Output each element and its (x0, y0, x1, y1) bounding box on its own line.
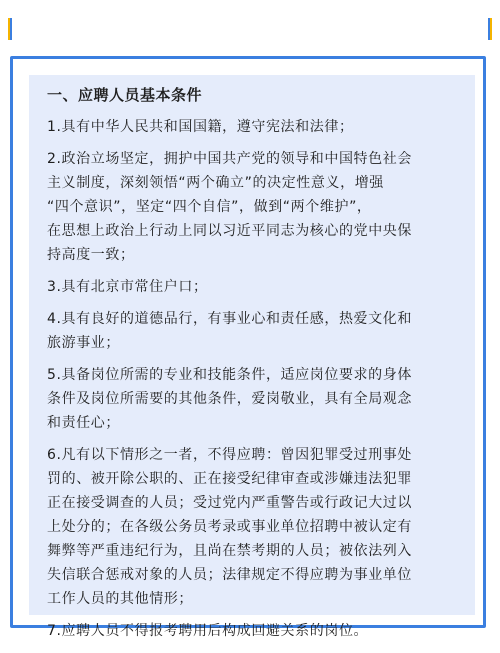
accent-bar-right (488, 18, 492, 40)
condition-line: 舞弊等严重违纪行为，且尚在禁考期的人员；被依法列入 (47, 543, 412, 559)
conditions-card (10, 56, 486, 639)
condition-line: 1.具有中华人民共和国国籍，遵守宪法和法律； (47, 119, 354, 135)
conditions-content (47, 81, 457, 651)
accent-blue-stripe (10, 18, 12, 40)
condition-line: 5.具备岗位所需的专业和技能条件，适应岗位要求的身体 (47, 367, 412, 383)
section-heading: 一、应聘人员基本条件 (47, 86, 203, 104)
accent-yellow-stripe (490, 18, 492, 40)
conditions-list (47, 115, 457, 643)
condition-line: 4.具有良好的道德品行，有事业心和责任感，热爱文化和 (47, 311, 412, 327)
condition-line: “四个意识”，坚定“四个自信”，做到“两个维护”， (47, 199, 372, 215)
condition-item (47, 619, 457, 643)
condition-line: 正在接受调查的人员；受过党内严重警告或行政记大过以 (47, 495, 412, 511)
condition-line: 2.政治立场坚定，拥护中国共产党的领导和中国特色社会 (47, 151, 412, 167)
condition-line: 6.凡有以下情形之一者，不得应聘：曾因犯罪受过刑事处 (47, 447, 412, 463)
condition-line: 工作人员的其他情形； (47, 591, 193, 607)
condition-line: 上处分的；在各级公务员考录或事业单位招聘中被认定有 (47, 519, 412, 535)
condition-item (47, 147, 457, 267)
accent-bar-left (8, 18, 12, 40)
condition-line: 失信联合惩戒对象的人员；法律规定不得应聘为事业单位 (47, 567, 412, 583)
condition-line: 主义制度，深刻领悟“两个确立”的决定性意义，增强 (47, 175, 384, 191)
condition-line: 罚的、被开除公职的、正在接受纪律审查或涉嫌违法犯罪 (47, 471, 412, 487)
condition-line: 和责任心； (47, 415, 120, 431)
condition-line: 在思想上政治上行动上同以习近平同志为核心的党中央保 (47, 223, 412, 239)
condition-item (47, 307, 457, 355)
accent-blue-stripe (488, 18, 490, 40)
condition-line: 旅游事业； (47, 335, 120, 351)
condition-line: 持高度一致； (47, 247, 135, 263)
condition-line: 条件及岗位所需要的其他条件，爱岗敬业，具有全局观念 (47, 391, 412, 407)
condition-item (47, 443, 457, 611)
condition-item (47, 363, 457, 435)
condition-item (47, 275, 457, 299)
conditions-panel (29, 75, 475, 639)
condition-line: 7.应聘人员不得报考聘用后构成回避关系的岗位。 (47, 623, 369, 639)
condition-item (47, 115, 457, 139)
condition-line: 3.具有北京市常住户口； (47, 279, 208, 295)
